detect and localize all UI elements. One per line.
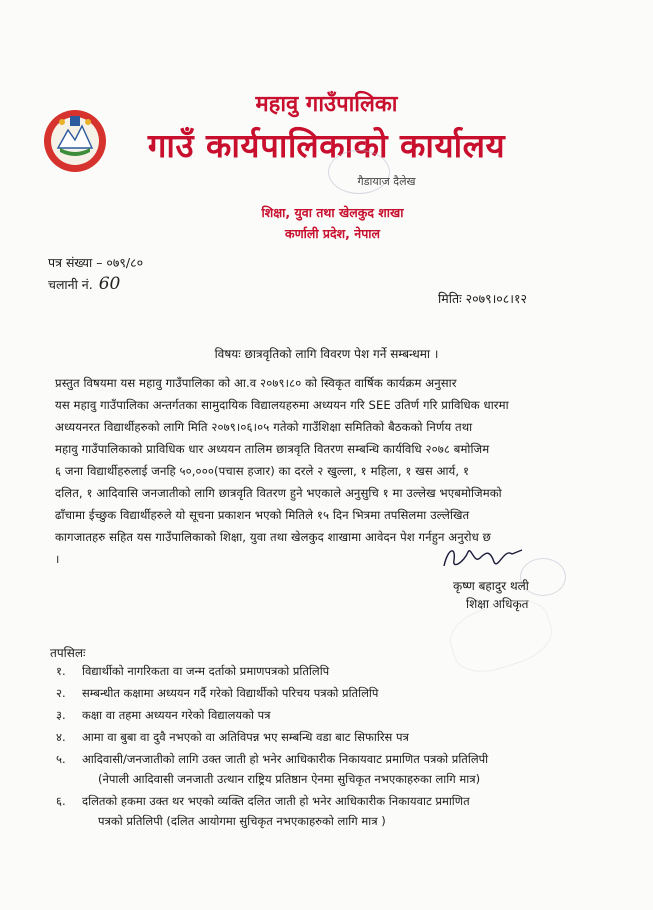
body-line: ढाँचामा ईच्छुक विद्यार्थीहरुले यो सूचना प्रकाशन भएको मितिले १५ दिन भित्रमा तपसिलमा उल्लेखित — [55, 508, 470, 522]
list-item: ४. आमा वा बुबा वा दुवै नभएको वा अतिविपन्न भए सम्बन्धि वडा बाट सिफारिस पत्र — [56, 730, 409, 744]
list-item: ५. आदिवासी/जनजातीको लागि उक्त जाती हो भनेर आधिकारीक निकायवाट प्रमाणित पत्रको प्रतिलिपी — [56, 752, 489, 766]
chalani-label: चलानी नं. — [48, 277, 93, 292]
handwritten-signature — [438, 540, 528, 576]
signatory-title: शिक्षा अधिकृत — [466, 597, 529, 611]
body-line: अध्ययनरत विद्यार्थीहरुको लागि मिति २०७९।०६।०५ गतेको गाउँशिक्षा समितिको बैठकको निर्णय तथा — [55, 420, 473, 434]
patra-sankhya: पत्र संख्या – ०७९/८० — [48, 255, 144, 270]
list-item: २. सम्बन्धीत कक्षामा अध्ययन गर्दै गरेको विद्यार्थीको परिचय पत्रको प्रतिलिपि — [56, 686, 379, 700]
list-item-continuation: पत्रको प्रतिलिपी (दलित आयोगमा सुचिकृत नभएकाहरुको लागि मात्र ) — [98, 814, 386, 828]
subject-line: विषयः छात्रवृतिको लागि विवरण पेश गर्ने सम्बन्धमा । — [214, 347, 439, 361]
branch-name: शिक्षा, युवा तथा खेलकुद शाखा — [261, 205, 404, 220]
letter-date: मितिः २०७९।०८।१२ — [438, 291, 528, 306]
chalani-number: 60 — [98, 274, 121, 294]
body-line: । — [55, 552, 60, 566]
stamp-text: गैडायाज दैलेख — [357, 175, 416, 188]
list-item: ३. कक्षा वा तहमा अध्ययन गरेको विद्यालयको पत्र — [56, 708, 271, 722]
list-item: १. विद्यार्थीको नागरिकता वा जन्म दर्ताको प्रमाणपत्रको प्रतिलिपि — [56, 664, 330, 678]
list-item-continuation: (नेपाली आदिवासी जनजाती उत्थान राष्ट्रिय प्रतिष्ठान ऐनमा सुचिकृत नभएकाहरुका लागि मात्र) — [98, 772, 481, 786]
faded-stamp — [443, 591, 559, 681]
office-title: गाउँ कार्यपालिकाको कार्यालय — [147, 126, 506, 165]
body-line: दलित, १ आदिवासि जनजातीको लागि छात्रवृति वितरण हुने भएकाले अनुसुचि १ मा उल्लेख भएबमोजिमको — [55, 486, 502, 500]
body-line: यस महावु गाउँपालिका अन्तर्गतका सामुदायिक विद्यालयहरुमा अध्ययन गरि SEE उतिर्ण गरि प्राविधिक धारमा — [55, 398, 509, 412]
body-line: ६ जना विद्यार्थीहरुलाई जनहि ५०,०००(पचास हजार) का दरले २ खुल्ला, १ महिला, १ खस आर्य, १ — [55, 464, 470, 478]
body-line: महावु गाउँपालिकाको प्राविधिक धार अध्ययन तालिम छात्रवृति वितरण सम्बन्धि कार्यविधि २०७८ बमोजिम — [55, 442, 490, 456]
body-line: कागजातहरु सहित यस गाउँपालिकाको शिक्षा, युवा तथा खेलकुद शाखामा आवेदन पेश गर्नहुन अनुरोध छ — [55, 530, 491, 544]
tapasil-heading: तपसिलः — [50, 646, 86, 660]
chalani-row — [48, 274, 120, 294]
body-line: प्रस्तुत विषयमा यस महावु गाउँपालिका को आ.व २०७९।८० को स्विकृत वार्षिक कार्यक्रम अनुसार — [55, 376, 457, 390]
list-item: ६. दलितको हकमा उक्त थर भएको व्यक्ति दलित जाती हो भनेर आधिकारीक निकायवाट प्रमाणित — [56, 794, 470, 808]
province-name: कर्णाली प्रदेश, नेपाल — [284, 226, 381, 241]
municipality-name: महावु गाउँपालिका — [255, 92, 398, 117]
signatory-name: कृष्ण बहादुर थली — [453, 579, 529, 593]
